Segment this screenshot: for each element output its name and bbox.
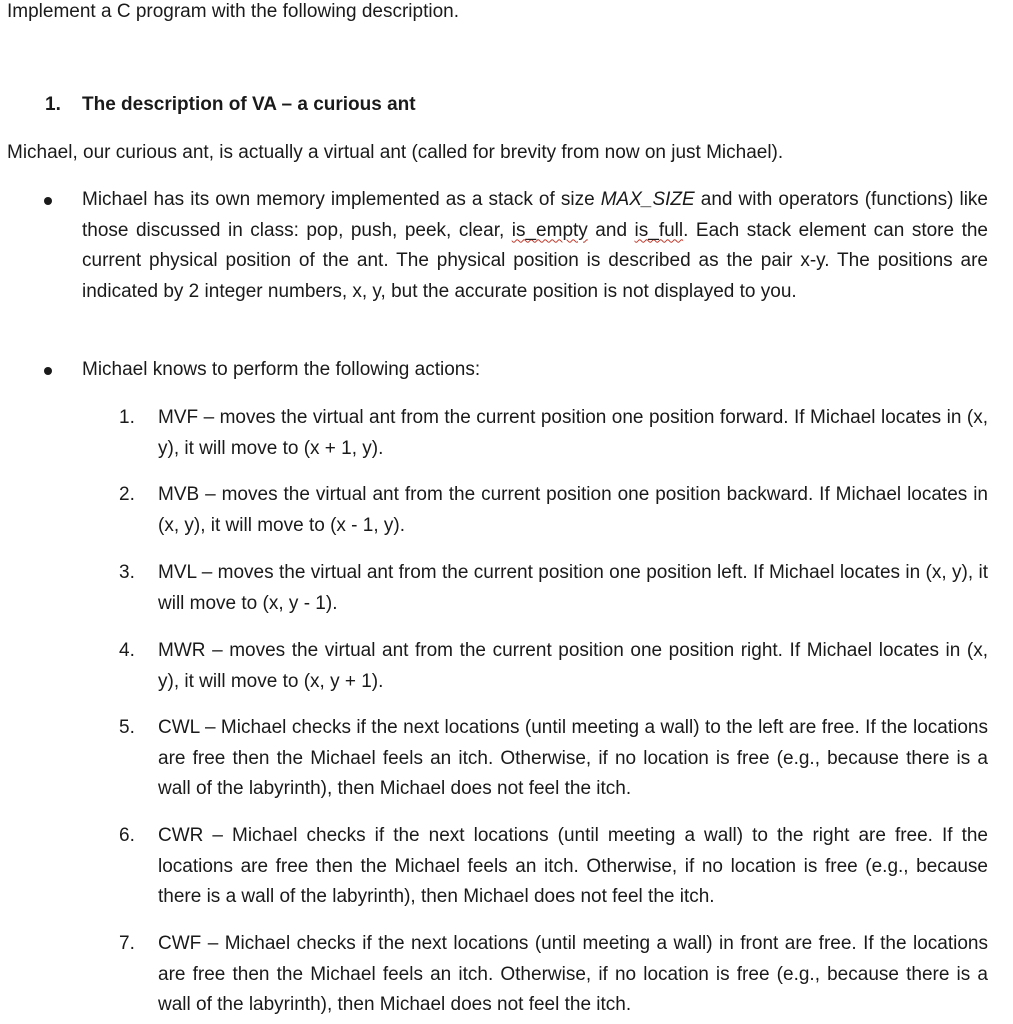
bullet-memory-text-1: Michael has its own memory implemented as a stack of size (82, 189, 601, 210)
action-number: 6. (119, 825, 135, 846)
action-number: 5. (119, 717, 135, 738)
action-item-mvf: MVF – moves the virtual ant from the current position one position forward. If Michael locates in (x, y), it will move to (x + 1, y). (158, 407, 988, 459)
bullet-actions: Michael knows to perform the following actions: (82, 359, 481, 380)
action-number: 3. (119, 562, 135, 583)
action-item-mvl: MVL – moves the virtual ant from the current position one position left. If Michael locates in (x, y), it will move to (x, y - 1). (158, 562, 988, 614)
bullet-memory-text-2: and with operators (functions) like those discussed in class: pop, push, peek, clear, (82, 189, 988, 241)
action-item-cwr: CWR – Michael checks if the next locations (until meeting a wall) to the right are free. If the locations are free then the Michael feels an itch. Otherwise, if no location is free (e.g., because there is a wall of the labyrinth), then Michael does not feel the itch. (158, 825, 988, 907)
action-number: 2. (119, 484, 135, 505)
section-title: The description of VA – a curious ant (82, 94, 416, 115)
section-heading (45, 93, 416, 117)
action-number: 1. (119, 407, 135, 428)
action-item-cwf: CWF – Michael checks if the next locations (until meeting a wall) in front are free. If the locations are free then the Michael feels an itch. Otherwise, if no location is free (e.g., because there is a wall of the labyrinth), then Michael does not feel the itch. (158, 933, 988, 1015)
is-empty-term: is_empty (511, 219, 588, 241)
bullet-memory (82, 185, 988, 307)
bullet-dot-icon (44, 197, 52, 205)
is-full-term: is_full (634, 219, 684, 241)
bullet-memory-and: and (587, 219, 635, 241)
lead-paragraph: Michael, our curious ant, is actually a virtual ant (called for brevity from now on just Michael). (7, 142, 784, 163)
action-number: 4. (119, 640, 135, 661)
section-number: 1. (45, 94, 61, 115)
action-number: 7. (119, 933, 135, 954)
bullet-memory-text-3: . Each stack element can store the current physical position of the ant. The physical position is described as the pair x-y. The positions are indicated by 2 integer numbers, x, y, but the accurate position is not displayed to you. (82, 219, 988, 302)
max-size-term: MAX_SIZE (600, 189, 695, 210)
intro-text: Implement a C program with the following description. (7, 1, 459, 22)
bullet-dot-icon (44, 367, 52, 375)
action-item-mvb: MVB – moves the virtual ant from the current position one position backward. If Michael locates in (x, y), it will move to (x - 1, y). (158, 484, 988, 536)
action-item-cwl: CWL – Michael checks if the next locations (until meeting a wall) to the left are free. If the locations are free then the Michael feels an itch. Otherwise, if no location is free (e.g., because there is a wall of the labyrinth), then Michael does not feel the itch. (158, 717, 988, 799)
action-item-mwr: MWR – moves the virtual ant from the current position one position right. If Michael locates in (x, y), it will move to (x, y + 1). (158, 640, 988, 692)
